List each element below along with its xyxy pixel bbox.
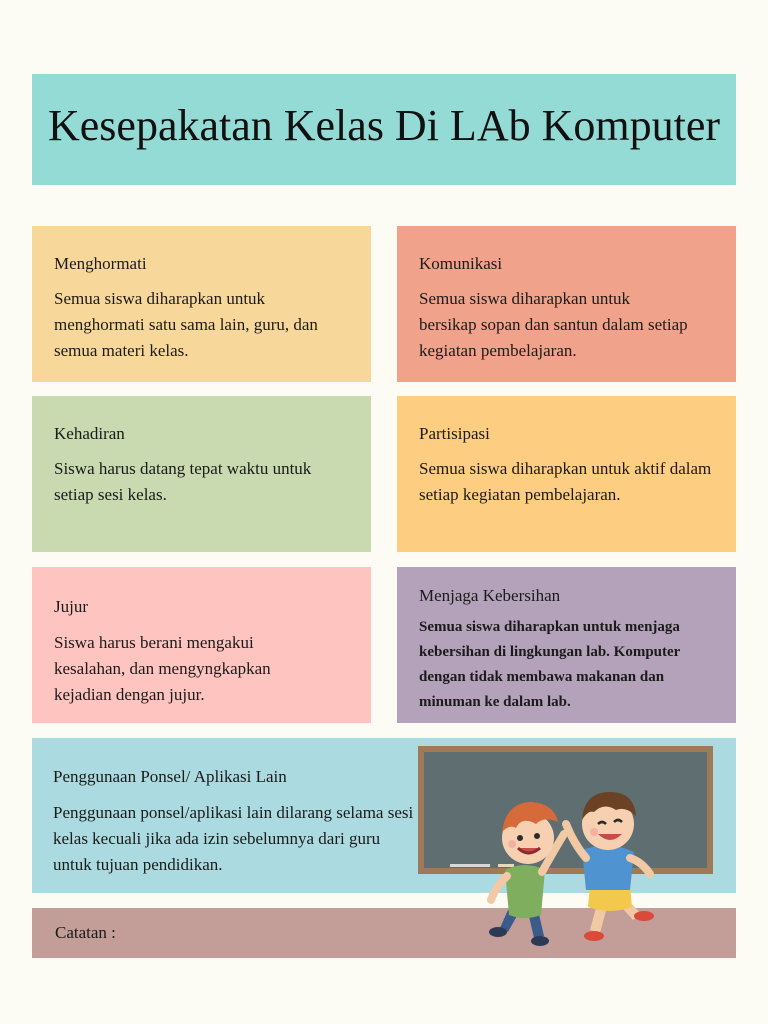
card-body: Penggunaan ponsel/aplikasi lain dilarang selama sesi kelas kecuali jika ada izin sebelumnya dari guru untuk tujuan pendidikan. <box>53 803 414 874</box>
card-body: Siswa harus datang tepat waktu untuk setiap sesi kelas. <box>54 459 312 504</box>
card-body: Semua siswa diharapkan untuk bersikap sopan dan santun dalam setiap kegiatan pembelajaran. <box>419 289 688 360</box>
chalkboard-kids-illustration <box>410 740 720 955</box>
page-title: Kesepakatan Kelas Di LAb Komputer <box>47 101 720 150</box>
card-heading: Penggunaan Ponsel/ Aplikasi Lain <box>53 767 287 786</box>
catatan-label: Catatan : <box>55 923 116 942</box>
card-body: Semua siswa diharapkan untuk menjaga kebersihan di lingkungan lab. Komputer dengan tidak membawa makanan dan minuman ke dalam lab. <box>419 619 681 710</box>
card-heading: Partisipasi <box>419 424 490 443</box>
card-partisipasi <box>397 396 736 552</box>
chalkboard-surface <box>424 752 707 868</box>
card-heading: Kehadiran <box>54 424 125 443</box>
card-heading: Menghormati <box>54 254 147 273</box>
card-heading: Menjaga Kebersihan <box>419 586 561 605</box>
card-menjaga-kebersihan <box>397 567 736 723</box>
card-kehadiran <box>32 396 371 552</box>
card-body: Semua siswa diharapkan untuk menghormati satu sama lain, guru, dan semua materi kelas. <box>54 289 318 360</box>
card-komunikasi <box>397 226 736 382</box>
card-menghormati <box>32 226 371 382</box>
card-heading: Komunikasi <box>419 254 503 273</box>
card-jujur <box>32 567 371 723</box>
card-heading: Jujur <box>54 597 88 616</box>
card-body: Semua siswa diharapkan untuk aktif dalam setiap kegiatan pembelajaran. <box>419 459 712 504</box>
card-body: Siswa harus berani mengakui kesalahan, dan mengyngkapkan kejadian dengan jujur. <box>54 633 271 704</box>
